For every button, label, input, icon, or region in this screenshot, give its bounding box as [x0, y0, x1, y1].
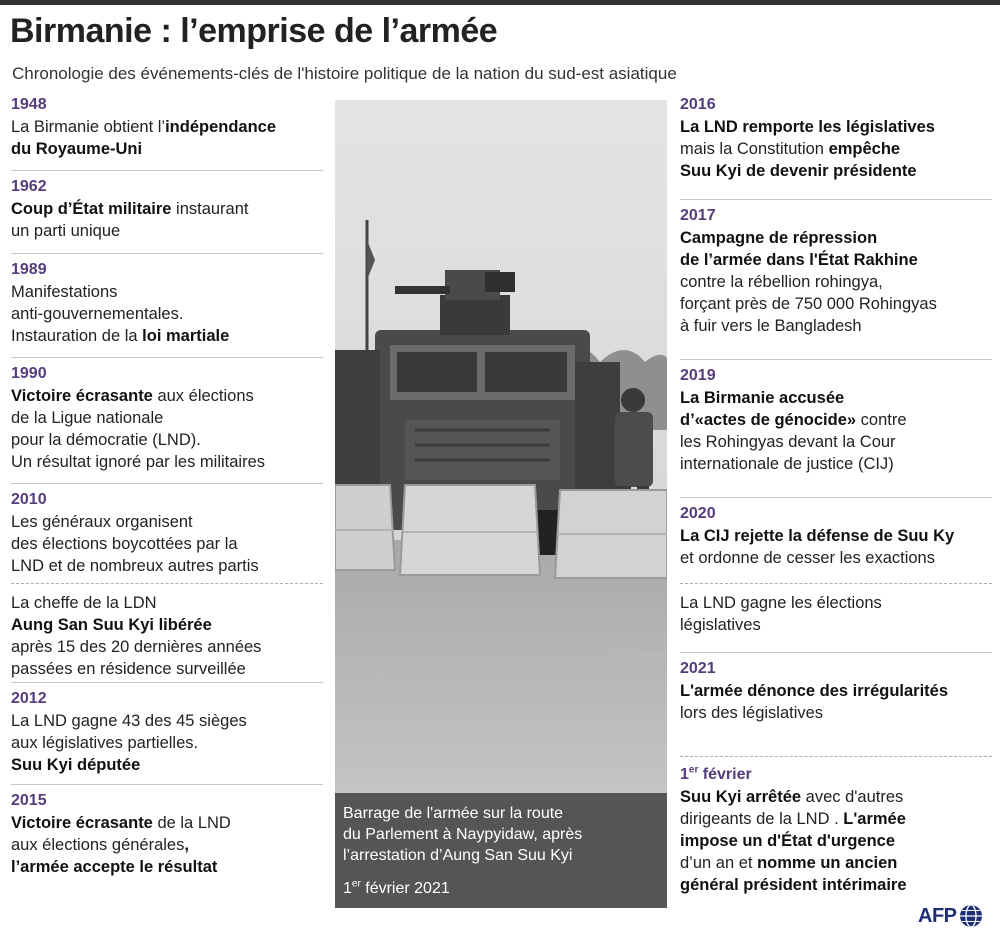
entry-text-emphasis: La CIJ rejette la défense de Suu Ky [680, 527, 955, 545]
entry-year: 2019 [680, 367, 716, 384]
entry-text-emphasis: Aung San Suu Kyi libérée [11, 616, 212, 634]
entry-text [11, 281, 323, 347]
entry-separator-dashed [680, 756, 992, 757]
entry-text-emphasis: l’armée accepte le résultat [11, 858, 218, 876]
entry-separator-dashed [11, 583, 323, 584]
timeline-entry-1990 [11, 363, 323, 473]
entry-text [680, 786, 992, 896]
entry-text [680, 387, 992, 475]
timeline-entry-1948 [11, 94, 323, 160]
entry-text-run: La cheffe de la LDN [11, 594, 157, 612]
entry-text-run: LND et de nombreux autres partis [11, 557, 259, 575]
entry-text [11, 511, 323, 577]
entry-separator [11, 253, 323, 254]
entry-text-run: et ordonne de cesser les exactions [680, 549, 935, 567]
entry-text-run: Manifestations [11, 283, 118, 301]
entry-text-emphasis: du Royaume-Uni [11, 140, 143, 158]
caption-date-rest: février 2021 [360, 880, 450, 897]
entry-text-run: contre la rébellion rohingya, [680, 273, 883, 291]
entry-text-emphasis: L'armée dénonce des irrégularités [680, 682, 949, 700]
entry-text [680, 525, 992, 569]
timeline-entry-1989 [11, 259, 323, 347]
entry-text-run: des élections boycottées par la [11, 535, 238, 553]
entry-text [11, 812, 323, 878]
entry-text-run: avec d'autres [801, 788, 904, 806]
entry-text-run: de la LND [152, 814, 231, 832]
entry-text-emphasis: d’«actes de génocide» [680, 411, 857, 429]
entry-text [11, 710, 323, 776]
entry-text-run: aux élections [152, 387, 254, 405]
page-subtitle: Chronologie des événements-clés de l'histoire politique de la nation du sud-est asiatique [12, 64, 677, 83]
entry-text-run: mais la Constitution [680, 140, 829, 158]
caption-text: Barrage de l'armée sur la route du Parlement à Naypyidaw, après l’arrestation d’Aung San Suu Kyi [343, 805, 583, 864]
entry-text [11, 116, 323, 160]
entry-text-emphasis: Suu Kyi arrêtée [680, 788, 802, 806]
page-title: Birmanie : l’emprise de l’armée [10, 12, 498, 50]
entry-text-run: La LND gagne 43 des 45 sièges [11, 712, 247, 730]
timeline-entry-2012 [11, 688, 323, 776]
entry-year: 2015 [11, 792, 47, 809]
entry-text-run: La LND gagne les élections [680, 594, 882, 612]
entry-text-emphasis: Victoire écrasante [11, 814, 153, 832]
timeline-entry-2010-release [11, 592, 323, 680]
entry-text-emphasis: , [184, 836, 189, 854]
entry-text-emphasis: impose un d'État d'urgence [680, 832, 896, 850]
entry-separator [11, 357, 323, 358]
entry-text-emphasis: nomme un ancien [757, 854, 898, 872]
entry-year [680, 764, 992, 786]
entry-separator [680, 497, 992, 498]
timeline-entry-2019 [680, 365, 992, 475]
entry-separator [680, 199, 992, 200]
entry-text-run: lors des législatives [680, 704, 824, 722]
entry-separator [11, 784, 323, 785]
photo-illustration [335, 100, 667, 793]
entry-text-run: aux législatives partielles. [11, 734, 199, 752]
entry-text-run: Les généraux organisent [11, 513, 193, 531]
timeline-entry-1962 [11, 176, 323, 242]
entry-year: 2020 [680, 505, 716, 522]
entry-year: 1962 [11, 178, 47, 195]
entry-text-run: contre [856, 411, 907, 429]
entry-text [11, 592, 323, 680]
photo-caption [335, 793, 667, 908]
caption-date [343, 880, 450, 898]
entry-text-run: d’un an et [680, 854, 758, 872]
top-rule [0, 0, 1000, 5]
entry-text-emphasis: empêche [828, 140, 901, 158]
entry-year: 1990 [11, 365, 47, 382]
timeline-entry-2010 [11, 489, 323, 577]
entry-text-run: à fuir vers le Bangladesh [680, 317, 862, 335]
entry-text-run: Un résultat ignoré par les militaires [11, 453, 266, 471]
logo-text: AFP [918, 904, 957, 927]
entry-text-emphasis: de l’armée dans l'État Rakhine [680, 251, 918, 269]
entry-year: 1948 [11, 96, 47, 113]
entry-text-emphasis: La Birmanie accusée [680, 389, 845, 407]
timeline-entry-2020-elections [680, 592, 992, 636]
entry-text [11, 385, 323, 473]
entry-text-run: Instauration de la [11, 327, 143, 345]
entry-separator [680, 652, 992, 653]
entry-separator [11, 682, 323, 683]
entry-year-month: février [698, 766, 752, 783]
entry-text-run: internationale de justice (CIJ) [680, 455, 894, 473]
timeline-entry-2017 [680, 205, 992, 337]
entry-text-run: forçant près de 750 000 Rohingyas [680, 295, 937, 313]
globe-icon [959, 904, 983, 928]
entry-text-emphasis: général président intérimaire [680, 876, 907, 894]
timeline-entry-2015 [11, 790, 323, 878]
entry-text-run: aux élections générales [11, 836, 185, 854]
entry-year: 2017 [680, 207, 716, 224]
entry-year-day: 1 [680, 766, 689, 783]
entry-text-run: passées en résidence surveillée [11, 660, 246, 678]
entry-text-run: législatives [680, 616, 761, 634]
timeline-entry-2021-february [680, 764, 992, 896]
entry-text-run: instaurant [171, 200, 249, 218]
entry-text-emphasis: loi martiale [142, 327, 230, 345]
entry-text-run: anti-gouvernementales. [11, 305, 184, 323]
timeline-entry-2020 [680, 503, 992, 569]
entry-text [680, 680, 992, 724]
entry-separator-dashed [680, 583, 992, 584]
entry-text [680, 592, 992, 636]
entry-year: 2016 [680, 96, 716, 113]
entry-text-run: de la Ligue nationale [11, 409, 164, 427]
entry-text-run: dirigeants de la LND . [680, 810, 844, 828]
entry-text-emphasis: Suu Kyi députée [11, 756, 141, 774]
entry-year: 2021 [680, 660, 716, 677]
entry-year-sup: er [688, 764, 699, 776]
entry-year: 1989 [11, 261, 47, 278]
entry-text-emphasis: L'armée [843, 810, 906, 828]
entry-separator [680, 359, 992, 360]
entry-separator [11, 170, 323, 171]
timeline-entry-2016 [680, 94, 992, 182]
entry-text-emphasis: Campagne de répression [680, 229, 878, 247]
entry-text [680, 116, 992, 182]
entry-text-run: pour la démocratie (LND). [11, 431, 201, 449]
entry-year: 2012 [11, 690, 47, 707]
entry-text-emphasis: Victoire écrasante [11, 387, 153, 405]
entry-text-run: un parti unique [11, 222, 121, 240]
entry-text-run: après 15 des 20 dernières années [11, 638, 262, 656]
caption-date-sup: er [351, 878, 361, 890]
afp-logo [918, 903, 994, 929]
entry-text [680, 227, 992, 337]
entry-text-run: La Birmanie obtient l’ [11, 118, 166, 136]
entry-text-emphasis: La LND remporte les législatives [680, 118, 935, 136]
caption-date-day: 1 [343, 880, 352, 897]
photo-army-checkpoint [335, 100, 667, 908]
timeline-entry-2021 [680, 658, 992, 724]
entry-text-emphasis: Coup d’État militaire [11, 200, 172, 218]
entry-year: 2010 [11, 491, 47, 508]
entry-separator [11, 483, 323, 484]
entry-text-run: les Rohingyas devant la Cour [680, 433, 896, 451]
entry-text-emphasis: indépendance [165, 118, 277, 136]
entry-text [11, 198, 323, 242]
entry-text-emphasis: Suu Kyi de devenir présidente [680, 162, 917, 180]
